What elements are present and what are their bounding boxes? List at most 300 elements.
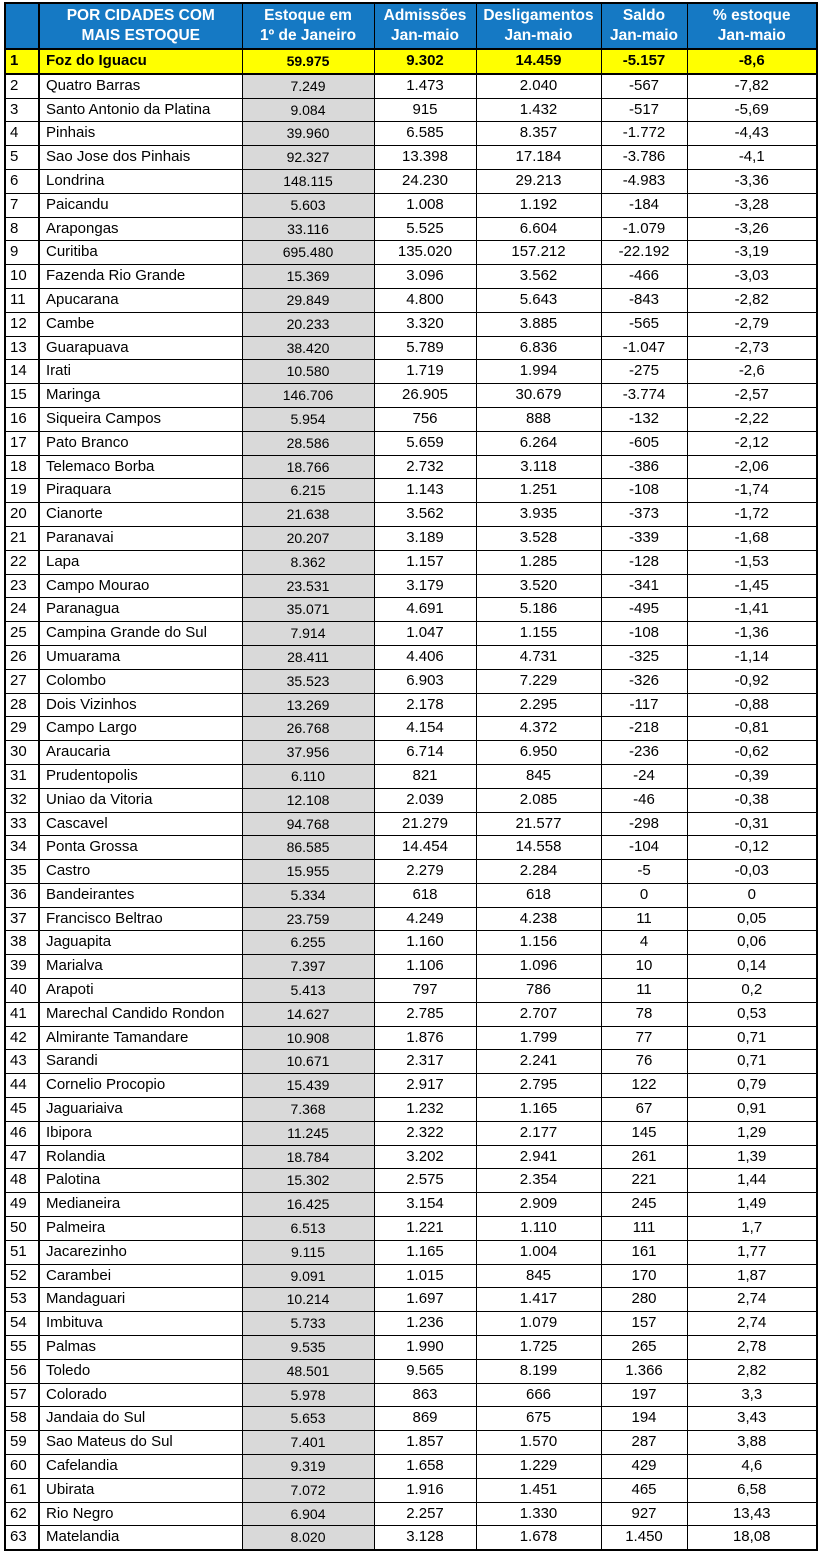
city-cell: Jaguariaiva bbox=[39, 1098, 242, 1122]
rank-cell: 58 bbox=[5, 1407, 39, 1431]
column-header-line: Admissões bbox=[383, 7, 467, 24]
city-cell: Dois Vizinhos bbox=[39, 693, 242, 717]
city-cell: Ibipora bbox=[39, 1121, 242, 1145]
saldo-cell: -184 bbox=[601, 193, 687, 217]
table-row bbox=[5, 622, 817, 646]
estoque-cell: 59.975 bbox=[242, 49, 374, 74]
city-cell: Mandaguari bbox=[39, 1288, 242, 1312]
pct-estoque-cell: -2,73 bbox=[687, 336, 817, 360]
estoque-cell: 20.233 bbox=[242, 312, 374, 336]
admissoes-cell: 2.039 bbox=[374, 788, 476, 812]
saldo-cell: -132 bbox=[601, 407, 687, 431]
admissoes-cell: 1.697 bbox=[374, 1288, 476, 1312]
desligamentos-cell: 8.357 bbox=[476, 122, 601, 146]
city-cell: Lapa bbox=[39, 550, 242, 574]
rank-cell: 21 bbox=[5, 526, 39, 550]
desligamentos-cell: 1.725 bbox=[476, 1336, 601, 1360]
rank-cell: 52 bbox=[5, 1264, 39, 1288]
table-row bbox=[5, 1383, 817, 1407]
admissoes-cell: 2.732 bbox=[374, 455, 476, 479]
rank-cell: 51 bbox=[5, 1240, 39, 1264]
saldo-cell: 145 bbox=[601, 1121, 687, 1145]
city-cell: Bandeirantes bbox=[39, 883, 242, 907]
saldo-cell: -565 bbox=[601, 312, 687, 336]
saldo-cell: -104 bbox=[601, 836, 687, 860]
saldo-cell: -108 bbox=[601, 622, 687, 646]
spreadsheet-table-container bbox=[4, 2, 818, 1551]
pct-estoque-cell: 1,77 bbox=[687, 1240, 817, 1264]
desligamentos-cell: 1.156 bbox=[476, 931, 601, 955]
admissoes-cell: 2.178 bbox=[374, 693, 476, 717]
desligamentos-cell: 2.941 bbox=[476, 1145, 601, 1169]
desligamentos-cell: 845 bbox=[476, 764, 601, 788]
saldo-cell: -22.192 bbox=[601, 241, 687, 265]
admissoes-cell: 3.128 bbox=[374, 1526, 476, 1550]
estoque-cell: 20.207 bbox=[242, 526, 374, 550]
table-row bbox=[5, 1407, 817, 1431]
estoque-cell: 5.978 bbox=[242, 1383, 374, 1407]
pct-estoque-cell: 2,78 bbox=[687, 1336, 817, 1360]
estoque-cell: 9.084 bbox=[242, 98, 374, 122]
desligamentos-cell: 1.110 bbox=[476, 1217, 601, 1241]
table-row bbox=[5, 1026, 817, 1050]
estoque-cell: 7.368 bbox=[242, 1098, 374, 1122]
desligamentos-cell: 3.118 bbox=[476, 455, 601, 479]
saldo-cell: -466 bbox=[601, 265, 687, 289]
estoque-cell: 9.535 bbox=[242, 1336, 374, 1360]
city-cell: Francisco Beltrao bbox=[39, 907, 242, 931]
admissoes-cell: 3.189 bbox=[374, 526, 476, 550]
admissoes-cell: 2.322 bbox=[374, 1121, 476, 1145]
desligamentos-cell: 1.285 bbox=[476, 550, 601, 574]
table-row bbox=[5, 1193, 817, 1217]
rank-cell: 32 bbox=[5, 788, 39, 812]
admissoes-cell: 5.789 bbox=[374, 336, 476, 360]
rank-cell: 2 bbox=[5, 74, 39, 98]
estoque-cell: 5.603 bbox=[242, 193, 374, 217]
admissoes-cell: 2.317 bbox=[374, 1050, 476, 1074]
desligamentos-cell: 3.528 bbox=[476, 526, 601, 550]
estoque-cell: 7.397 bbox=[242, 955, 374, 979]
pct-estoque-cell: -0,31 bbox=[687, 812, 817, 836]
estoque-cell: 39.960 bbox=[242, 122, 374, 146]
table-row bbox=[5, 288, 817, 312]
admissoes-cell: 863 bbox=[374, 1383, 476, 1407]
table-row bbox=[5, 1312, 817, 1336]
saldo-cell: -3.774 bbox=[601, 384, 687, 408]
saldo-cell: 927 bbox=[601, 1502, 687, 1526]
rank-cell: 36 bbox=[5, 883, 39, 907]
admissoes-cell: 1.221 bbox=[374, 1217, 476, 1241]
desligamentos-cell: 6.836 bbox=[476, 336, 601, 360]
pct-estoque-cell: 18,08 bbox=[687, 1526, 817, 1550]
table-row bbox=[5, 1074, 817, 1098]
rank-cell: 3 bbox=[5, 98, 39, 122]
estoque-cell: 10.580 bbox=[242, 360, 374, 384]
saldo-cell: 78 bbox=[601, 1002, 687, 1026]
pct-estoque-cell: 1,29 bbox=[687, 1121, 817, 1145]
pct-estoque-cell: 3,43 bbox=[687, 1407, 817, 1431]
saldo-cell: 287 bbox=[601, 1431, 687, 1455]
admissoes-cell: 869 bbox=[374, 1407, 476, 1431]
desligamentos-cell: 666 bbox=[476, 1383, 601, 1407]
table-row bbox=[5, 1502, 817, 1526]
desligamentos-cell: 786 bbox=[476, 979, 601, 1003]
rank-cell: 13 bbox=[5, 336, 39, 360]
estoque-cell: 38.420 bbox=[242, 336, 374, 360]
desligamentos-cell: 3.885 bbox=[476, 312, 601, 336]
pct-estoque-cell: -1,14 bbox=[687, 645, 817, 669]
estoque-cell: 9.115 bbox=[242, 1240, 374, 1264]
saldo-cell: -1.079 bbox=[601, 217, 687, 241]
admissoes-cell: 3.562 bbox=[374, 503, 476, 527]
table-row bbox=[5, 812, 817, 836]
table-row bbox=[5, 74, 817, 98]
pct-estoque-cell: 0 bbox=[687, 883, 817, 907]
estoque-cell: 18.784 bbox=[242, 1145, 374, 1169]
admissoes-cell: 3.096 bbox=[374, 265, 476, 289]
admissoes-cell: 5.659 bbox=[374, 431, 476, 455]
admissoes-cell: 2.917 bbox=[374, 1074, 476, 1098]
rank-cell: 17 bbox=[5, 431, 39, 455]
admissoes-cell: 1.160 bbox=[374, 931, 476, 955]
city-cell: Palotina bbox=[39, 1169, 242, 1193]
estoque-cell: 10.908 bbox=[242, 1026, 374, 1050]
estoque-cell: 8.020 bbox=[242, 1526, 374, 1550]
estoque-cell: 7.914 bbox=[242, 622, 374, 646]
city-cell: Almirante Tamandare bbox=[39, 1026, 242, 1050]
table-row bbox=[5, 336, 817, 360]
pct-estoque-cell: 1,49 bbox=[687, 1193, 817, 1217]
estoque-cell: 5.954 bbox=[242, 407, 374, 431]
desligamentos-cell: 4.731 bbox=[476, 645, 601, 669]
city-cell: Fazenda Rio Grande bbox=[39, 265, 242, 289]
admissoes-cell: 797 bbox=[374, 979, 476, 1003]
desligamentos-cell: 1.004 bbox=[476, 1240, 601, 1264]
city-cell: Palmeira bbox=[39, 1217, 242, 1241]
rank-cell: 20 bbox=[5, 503, 39, 527]
estoque-cell: 28.411 bbox=[242, 645, 374, 669]
city-cell: Londrina bbox=[39, 169, 242, 193]
pct-estoque-cell: -3,19 bbox=[687, 241, 817, 265]
estoque-cell: 35.071 bbox=[242, 598, 374, 622]
saldo-cell: -275 bbox=[601, 360, 687, 384]
city-cell: Maringa bbox=[39, 384, 242, 408]
city-cell: Imbituva bbox=[39, 1312, 242, 1336]
pct-estoque-cell: -1,45 bbox=[687, 574, 817, 598]
city-cell: Prudentopolis bbox=[39, 764, 242, 788]
rank-cell: 29 bbox=[5, 717, 39, 741]
desligamentos-cell: 2.354 bbox=[476, 1169, 601, 1193]
desligamentos-cell: 2.795 bbox=[476, 1074, 601, 1098]
estoque-cell: 695.480 bbox=[242, 241, 374, 265]
table-row bbox=[5, 122, 817, 146]
saldo-cell: -236 bbox=[601, 741, 687, 765]
city-cell: Siqueira Campos bbox=[39, 407, 242, 431]
city-cell: Cambe bbox=[39, 312, 242, 336]
rank-cell: 48 bbox=[5, 1169, 39, 1193]
admissoes-cell: 4.691 bbox=[374, 598, 476, 622]
admissoes-cell: 3.320 bbox=[374, 312, 476, 336]
desligamentos-cell: 6.604 bbox=[476, 217, 601, 241]
column-header-line: Saldo bbox=[622, 7, 666, 24]
rank-cell: 11 bbox=[5, 288, 39, 312]
saldo-cell: -1.772 bbox=[601, 122, 687, 146]
saldo-cell: 221 bbox=[601, 1169, 687, 1193]
column-header-line: Jan-maio bbox=[504, 27, 573, 44]
desligamentos-cell: 7.229 bbox=[476, 669, 601, 693]
estoque-cell: 10.671 bbox=[242, 1050, 374, 1074]
column-header-line: POR CIDADES COM bbox=[66, 7, 215, 24]
rank-cell: 16 bbox=[5, 407, 39, 431]
admissoes-cell: 5.525 bbox=[374, 217, 476, 241]
saldo-cell: -341 bbox=[601, 574, 687, 598]
saldo-cell: -3.786 bbox=[601, 146, 687, 170]
rank-cell: 28 bbox=[5, 693, 39, 717]
rank-cell: 9 bbox=[5, 241, 39, 265]
table-row bbox=[5, 574, 817, 598]
rank-cell: 18 bbox=[5, 455, 39, 479]
table-row bbox=[5, 1217, 817, 1241]
saldo-cell: 465 bbox=[601, 1478, 687, 1502]
desligamentos-cell: 1.079 bbox=[476, 1312, 601, 1336]
table-row bbox=[5, 598, 817, 622]
rank-cell: 30 bbox=[5, 741, 39, 765]
city-cell: Carambei bbox=[39, 1264, 242, 1288]
desligamentos-cell: 3.935 bbox=[476, 503, 601, 527]
estoque-cell: 12.108 bbox=[242, 788, 374, 812]
admissoes-cell: 2.575 bbox=[374, 1169, 476, 1193]
desligamentos-cell: 2.909 bbox=[476, 1193, 601, 1217]
admissoes-cell: 1.232 bbox=[374, 1098, 476, 1122]
pct-estoque-cell: -1,74 bbox=[687, 479, 817, 503]
saldo-cell: 4 bbox=[601, 931, 687, 955]
pct-estoque-cell: 0,05 bbox=[687, 907, 817, 931]
desligamentos-cell: 6.950 bbox=[476, 741, 601, 765]
rank-cell: 50 bbox=[5, 1217, 39, 1241]
desligamentos-cell: 21.577 bbox=[476, 812, 601, 836]
saldo-cell: -373 bbox=[601, 503, 687, 527]
pct-estoque-cell: -0,88 bbox=[687, 693, 817, 717]
table-body bbox=[5, 49, 817, 1550]
table-row bbox=[5, 669, 817, 693]
estoque-cell: 15.955 bbox=[242, 860, 374, 884]
saldo-cell: 1.366 bbox=[601, 1359, 687, 1383]
pct-estoque-cell: -0,62 bbox=[687, 741, 817, 765]
estoque-por-cidades-table bbox=[4, 2, 818, 1551]
header-row bbox=[5, 3, 817, 49]
rank-cell: 33 bbox=[5, 812, 39, 836]
saldo-cell: 122 bbox=[601, 1074, 687, 1098]
table-row bbox=[5, 265, 817, 289]
desligamentos-cell: 29.213 bbox=[476, 169, 601, 193]
saldo-cell: -5.157 bbox=[601, 49, 687, 74]
city-cell: Foz do Iguacu bbox=[39, 49, 242, 74]
desligamentos-cell: 1.096 bbox=[476, 955, 601, 979]
table-row bbox=[5, 526, 817, 550]
saldo-cell: -298 bbox=[601, 812, 687, 836]
table-row bbox=[5, 1169, 817, 1193]
saldo-cell: -326 bbox=[601, 669, 687, 693]
admissoes-cell: 9.565 bbox=[374, 1359, 476, 1383]
admissoes-cell: 2.785 bbox=[374, 1002, 476, 1026]
table-row bbox=[5, 49, 817, 74]
estoque-cell: 9.091 bbox=[242, 1264, 374, 1288]
rank-cell: 19 bbox=[5, 479, 39, 503]
pct-estoque-cell: -5,69 bbox=[687, 98, 817, 122]
saldo-cell: 0 bbox=[601, 883, 687, 907]
estoque-cell: 6.215 bbox=[242, 479, 374, 503]
admissoes-cell: 2.257 bbox=[374, 1502, 476, 1526]
table-row bbox=[5, 741, 817, 765]
admissoes-cell: 1.143 bbox=[374, 479, 476, 503]
pct-estoque-cell: 0,71 bbox=[687, 1050, 817, 1074]
table-row bbox=[5, 1455, 817, 1479]
table-row bbox=[5, 979, 817, 1003]
pct-estoque-cell: -0,03 bbox=[687, 860, 817, 884]
city-cell: Jandaia do Sul bbox=[39, 1407, 242, 1431]
pct-estoque-cell: 2,74 bbox=[687, 1312, 817, 1336]
city-cell: Cafelandia bbox=[39, 1455, 242, 1479]
pct-estoque-cell: 2,82 bbox=[687, 1359, 817, 1383]
estoque-cell: 8.362 bbox=[242, 550, 374, 574]
admissoes-cell: 14.454 bbox=[374, 836, 476, 860]
pct-estoque-cell: 4,6 bbox=[687, 1455, 817, 1479]
table-row bbox=[5, 788, 817, 812]
admissoes-cell: 4.154 bbox=[374, 717, 476, 741]
estoque-cell: 148.115 bbox=[242, 169, 374, 193]
city-cell: Guarapuava bbox=[39, 336, 242, 360]
column-header-pct-estoque bbox=[687, 3, 817, 49]
rank-cell: 42 bbox=[5, 1026, 39, 1050]
estoque-cell: 5.334 bbox=[242, 883, 374, 907]
city-cell: Umuarama bbox=[39, 645, 242, 669]
pct-estoque-cell: -3,36 bbox=[687, 169, 817, 193]
table-row bbox=[5, 1121, 817, 1145]
estoque-cell: 26.768 bbox=[242, 717, 374, 741]
saldo-cell: -605 bbox=[601, 431, 687, 455]
city-cell: Arapoti bbox=[39, 979, 242, 1003]
saldo-cell: 194 bbox=[601, 1407, 687, 1431]
estoque-cell: 10.214 bbox=[242, 1288, 374, 1312]
rank-cell: 23 bbox=[5, 574, 39, 598]
admissoes-cell: 915 bbox=[374, 98, 476, 122]
desligamentos-cell: 14.558 bbox=[476, 836, 601, 860]
rank-cell: 55 bbox=[5, 1336, 39, 1360]
pct-estoque-cell: -2,57 bbox=[687, 384, 817, 408]
table-row bbox=[5, 717, 817, 741]
estoque-cell: 28.586 bbox=[242, 431, 374, 455]
saldo-cell: -386 bbox=[601, 455, 687, 479]
city-cell: Sao Jose dos Pinhais bbox=[39, 146, 242, 170]
pct-estoque-cell: 1,44 bbox=[687, 1169, 817, 1193]
pct-estoque-cell: 0,71 bbox=[687, 1026, 817, 1050]
city-cell: Piraquara bbox=[39, 479, 242, 503]
saldo-cell: 157 bbox=[601, 1312, 687, 1336]
rank-cell: 54 bbox=[5, 1312, 39, 1336]
column-header-saldo bbox=[601, 3, 687, 49]
city-cell: Telemaco Borba bbox=[39, 455, 242, 479]
estoque-cell: 14.627 bbox=[242, 1002, 374, 1026]
rank-cell: 43 bbox=[5, 1050, 39, 1074]
column-header-line: % estoque bbox=[712, 7, 791, 24]
pct-estoque-cell: -2,82 bbox=[687, 288, 817, 312]
table-row bbox=[5, 1098, 817, 1122]
admissoes-cell: 1.165 bbox=[374, 1240, 476, 1264]
pct-estoque-cell: -0,92 bbox=[687, 669, 817, 693]
estoque-cell: 15.369 bbox=[242, 265, 374, 289]
rank-cell: 14 bbox=[5, 360, 39, 384]
desligamentos-cell: 14.459 bbox=[476, 49, 601, 74]
rank-cell: 60 bbox=[5, 1455, 39, 1479]
rank-cell: 5 bbox=[5, 146, 39, 170]
estoque-cell: 21.638 bbox=[242, 503, 374, 527]
estoque-cell: 146.706 bbox=[242, 384, 374, 408]
city-cell: Campina Grande do Sul bbox=[39, 622, 242, 646]
city-cell: Colorado bbox=[39, 1383, 242, 1407]
saldo-cell: -117 bbox=[601, 693, 687, 717]
pct-estoque-cell: 3,88 bbox=[687, 1431, 817, 1455]
rank-cell: 46 bbox=[5, 1121, 39, 1145]
table-row bbox=[5, 503, 817, 527]
city-cell: Uniao da Vitoria bbox=[39, 788, 242, 812]
pct-estoque-cell: 1,7 bbox=[687, 1217, 817, 1241]
pct-estoque-cell: -0,39 bbox=[687, 764, 817, 788]
pct-estoque-cell: 0,91 bbox=[687, 1098, 817, 1122]
table-row bbox=[5, 193, 817, 217]
pct-estoque-cell: -1,53 bbox=[687, 550, 817, 574]
rank-cell: 38 bbox=[5, 931, 39, 955]
table-row bbox=[5, 1145, 817, 1169]
city-cell: Paicandu bbox=[39, 193, 242, 217]
rank-cell: 10 bbox=[5, 265, 39, 289]
table-row bbox=[5, 1431, 817, 1455]
table-row bbox=[5, 1478, 817, 1502]
rank-cell: 27 bbox=[5, 669, 39, 693]
saldo-cell: -567 bbox=[601, 74, 687, 98]
saldo-cell: 170 bbox=[601, 1264, 687, 1288]
admissoes-cell: 21.279 bbox=[374, 812, 476, 836]
saldo-cell: 11 bbox=[601, 979, 687, 1003]
saldo-cell: 265 bbox=[601, 1336, 687, 1360]
pct-estoque-cell: 1,39 bbox=[687, 1145, 817, 1169]
table-row bbox=[5, 907, 817, 931]
rank-cell: 41 bbox=[5, 1002, 39, 1026]
saldo-cell: 161 bbox=[601, 1240, 687, 1264]
city-cell: Palmas bbox=[39, 1336, 242, 1360]
saldo-cell: 77 bbox=[601, 1026, 687, 1050]
admissoes-cell: 26.905 bbox=[374, 384, 476, 408]
admissoes-cell: 1.990 bbox=[374, 1336, 476, 1360]
table-row bbox=[5, 1050, 817, 1074]
estoque-cell: 5.413 bbox=[242, 979, 374, 1003]
estoque-cell: 18.766 bbox=[242, 455, 374, 479]
estoque-cell: 48.501 bbox=[242, 1359, 374, 1383]
city-cell: Marechal Candido Rondon bbox=[39, 1002, 242, 1026]
city-cell: Curitiba bbox=[39, 241, 242, 265]
desligamentos-cell: 3.520 bbox=[476, 574, 601, 598]
saldo-cell: 1.450 bbox=[601, 1526, 687, 1550]
rank-cell: 63 bbox=[5, 1526, 39, 1550]
desligamentos-cell: 1.165 bbox=[476, 1098, 601, 1122]
admissoes-cell: 3.179 bbox=[374, 574, 476, 598]
rank-cell: 24 bbox=[5, 598, 39, 622]
admissoes-cell: 9.302 bbox=[374, 49, 476, 74]
desligamentos-cell: 2.284 bbox=[476, 860, 601, 884]
city-cell: Matelandia bbox=[39, 1526, 242, 1550]
estoque-cell: 5.733 bbox=[242, 1312, 374, 1336]
pct-estoque-cell: 0,06 bbox=[687, 931, 817, 955]
